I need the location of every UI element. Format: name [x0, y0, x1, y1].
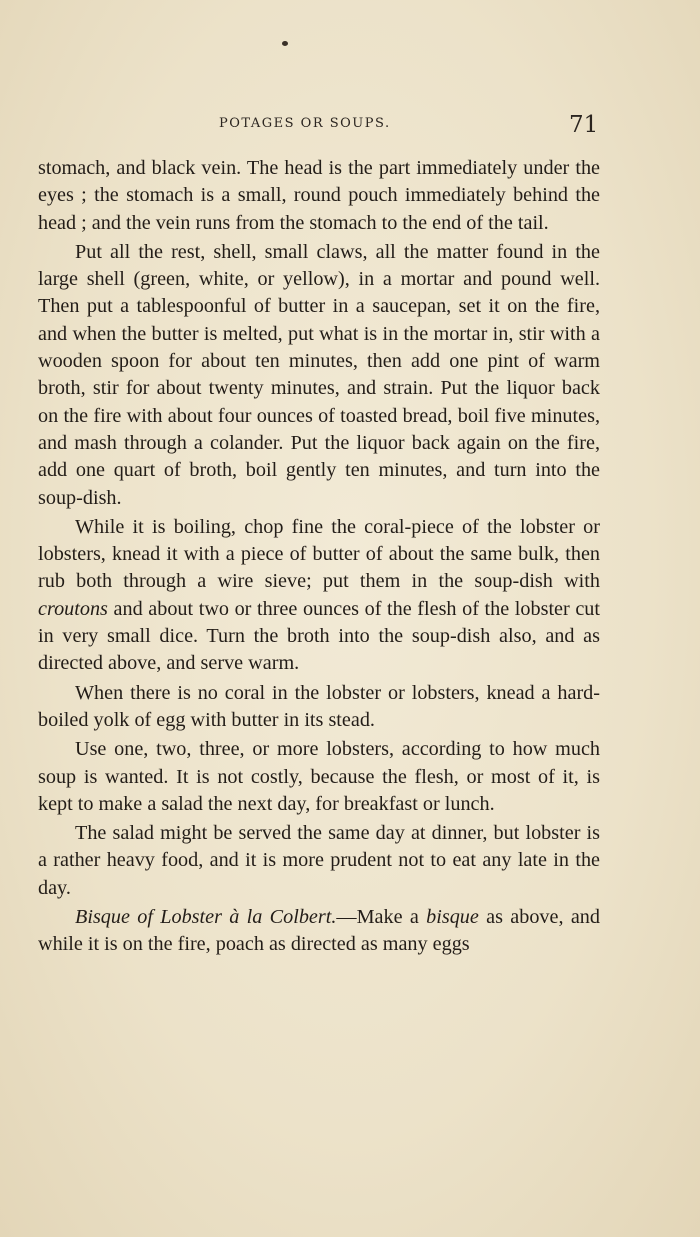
recipe-dash: —Make a	[336, 906, 427, 929]
paragraph-mortar: Put all the rest, shell, small claws, all the matter found in the large shell (green, white, or yellow), in a mortar and pound well. Then put a tablespoonful of butter in a saucepan, set it on the fire, and when the butter is melted, put what is in the mortar in, stir with a wooden spoon for about ten minutes, then add one pint of warm broth, stir for about twenty minutes, and strain. Put the liquor back on the fire with about four ounces of toasted bread, boil five minutes, and mash through a colander. Put the liquor back again on the fire, add one quart of broth, boil gently ten minutes, and turn into the soup-dish.	[38, 240, 600, 509]
paragraph-coral-part1: While it is boiling, chop fine the coral-piece of the lobster or lobsters, knead it with a piece of butter of about the same bulk, then rub both through a wire sieve; put them in the soup-dish with	[38, 515, 600, 593]
paragraph-continued: stomach, and black vein. The head is the part immediately under the eyes ; the stomach is a small, round pouch immediately behind the head ; and the vein runs from the stomach to the end of the tail.	[38, 157, 600, 234]
bisque-italic: bisque	[426, 906, 479, 929]
running-head: POTAGES OR SOUPS.	[219, 116, 391, 131]
recipe-text: as above, and while it is on the fire, poach as directed as many eggs	[38, 906, 600, 956]
paragraph-salad: The salad might be served the same day at dinner, but lobster is a rather heavy food, and it is more prudent not to eat any late in the day.	[38, 822, 600, 899]
paragraph-no-coral: When there is no coral in the lobster or lobsters, knead a hard-boiled yolk of egg with butter in its stead.	[38, 681, 600, 731]
croutons-italic: croutons	[38, 597, 108, 620]
ink-speck	[282, 41, 288, 46]
paragraph-coral	[38, 514, 600, 678]
body-text	[38, 155, 600, 959]
recipe-title: Bisque of Lobster à la Colbert.	[75, 906, 337, 929]
paragraph-colbert	[38, 904, 600, 959]
paragraph-coral-part2: and about two or three ounces of the flesh of the lobster cut in very small dice. Turn the broth into the soup-dish also, and as directed above, and serve warm.	[38, 597, 600, 675]
page-number: 71	[569, 112, 599, 138]
page-header	[0, 112, 700, 148]
paragraph-quantity: Use one, two, three, or more lobsters, according to how much soup is wanted. It is not costly, because the flesh, or most of it, is kept to make a salad the next day, for breakfast or lunch.	[38, 738, 600, 815]
